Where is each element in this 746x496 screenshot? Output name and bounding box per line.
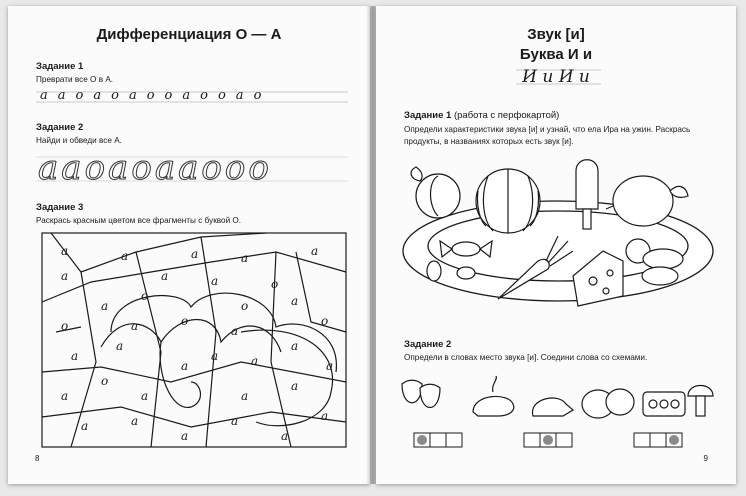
dotted-letters-row xyxy=(36,148,348,188)
task-1-label xyxy=(404,110,559,121)
task-2-label: Задание 2 xyxy=(36,122,84,133)
mosaic-letter: а xyxy=(141,389,149,403)
mosaic-letter: а xyxy=(211,349,219,363)
mosaic-letter: а xyxy=(251,354,259,368)
writing-line-1 xyxy=(36,89,348,105)
page-title: Дифференциация О — А xyxy=(96,26,282,43)
cursive-letters: И и И и xyxy=(522,67,590,87)
right-page xyxy=(376,6,736,484)
mosaic-letter: о xyxy=(321,314,329,328)
practice-letter[interactable]: а xyxy=(235,88,244,103)
traced-letter[interactable]: а xyxy=(38,148,59,188)
page-number: 9 xyxy=(703,454,708,463)
mosaic-letter: а xyxy=(291,339,299,353)
hedgehog-icon xyxy=(532,398,573,416)
page-title-sound: Звук [и] xyxy=(527,26,585,43)
mosaic-letter: о xyxy=(101,374,109,388)
practice-letter[interactable]: а xyxy=(40,88,48,103)
task-1-note: (работа с перфокартой) xyxy=(453,110,560,121)
task-1-text: Определи характеристики звука [и] и узнай, что ела Ира на ужин. Раскрась продукты, в названиях которых есть звук [и]. xyxy=(404,125,691,146)
task-1-text: Преврати все О в А. xyxy=(36,75,114,84)
practice-letter[interactable]: а xyxy=(57,88,66,103)
traced-letter[interactable]: а xyxy=(108,148,129,188)
cursive-sample xyxy=(376,66,736,88)
mosaic-letter: а xyxy=(211,274,219,288)
mosaic-letter: а xyxy=(71,349,79,363)
plum-icon xyxy=(582,389,634,418)
food-platter[interactable] xyxy=(398,151,718,311)
egg-tray-icon xyxy=(643,392,685,416)
mosaic-letter: о xyxy=(271,277,279,291)
mosaic-letter: а xyxy=(116,339,124,353)
practice-letter[interactable]: о xyxy=(200,88,208,103)
mosaic-letter: а xyxy=(161,269,169,283)
mosaic-letter: а xyxy=(241,389,249,403)
mosaic-letter: а xyxy=(61,269,69,283)
mosaic-letter: а xyxy=(181,429,189,443)
traced-letter[interactable]: а xyxy=(154,148,176,188)
mosaic-letter: а xyxy=(311,244,319,258)
mosaic-letter: а xyxy=(326,359,334,373)
traced-letter[interactable]: о xyxy=(84,148,106,188)
traced-letter[interactable]: о xyxy=(201,148,222,188)
traced-letter[interactable]: о xyxy=(131,148,152,188)
mosaic-letter: о xyxy=(241,299,249,313)
task-3-label: Задание 3 xyxy=(36,202,84,213)
task-2-label: Задание 2 xyxy=(404,339,452,350)
mosaic-letter: о xyxy=(181,314,189,328)
mosaic-letter: а xyxy=(81,419,89,433)
mosaic-letter: а xyxy=(241,251,249,265)
practice-letter[interactable]: о xyxy=(217,88,226,103)
practice-letter[interactable]: а xyxy=(182,88,191,103)
mosaic-letter: а xyxy=(131,414,139,428)
mosaic-letter: а xyxy=(231,324,239,338)
mushroom-icon xyxy=(688,386,713,417)
mosaic-letter: а xyxy=(61,389,69,403)
mosaic-letter: а xyxy=(281,429,289,443)
mosaic-letter: а xyxy=(321,409,329,423)
peach-icon xyxy=(411,167,460,218)
mosaic-letter: а xyxy=(231,414,239,428)
mosaic-letter: а xyxy=(101,299,109,313)
mosaic-letter: а xyxy=(61,244,69,258)
task-3-text: Раскрась красным цветом все фрагменты с буквой О. xyxy=(36,216,242,225)
mosaic-letter: а xyxy=(291,294,299,308)
page-number: 8 xyxy=(35,454,40,463)
page-title-letter: Буква И и xyxy=(519,46,593,63)
masks-icon xyxy=(402,380,440,407)
mosaic-letter: о xyxy=(141,289,149,303)
sound-schemes[interactable] xyxy=(406,432,716,448)
mosaic-letter: а xyxy=(291,379,299,393)
traced-letter[interactable]: о xyxy=(248,148,269,188)
task-1-label-text: Задание 1 xyxy=(404,110,452,121)
practice-letter[interactable]: о xyxy=(111,88,119,103)
task-2-text: Найди и обведи все А. xyxy=(36,136,122,145)
mosaic-letter: о xyxy=(61,319,69,333)
word-pictures xyxy=(398,374,718,424)
mosaic-picture[interactable] xyxy=(41,232,347,448)
practice-letter[interactable]: а xyxy=(128,88,137,103)
practice-letter[interactable]: о xyxy=(75,88,84,103)
practice-letter[interactable]: о xyxy=(164,88,173,103)
task-1-label: Задание 1 xyxy=(36,61,84,72)
practice-letter[interactable]: о xyxy=(253,88,262,103)
traced-letter[interactable]: а xyxy=(61,148,82,188)
mosaic-letter: а xyxy=(121,249,129,263)
practice-letter[interactable]: о xyxy=(146,88,155,103)
practice-letter[interactable]: а xyxy=(93,88,102,103)
task-2-text: Определи в словах место звука [и]. Соедини слова со схемами. xyxy=(404,353,648,362)
mosaic-letter: а xyxy=(191,247,199,261)
whale-icon xyxy=(473,376,514,416)
left-page xyxy=(8,6,370,484)
traced-letter[interactable]: а xyxy=(178,148,199,188)
watermelon-icon xyxy=(476,169,540,233)
mosaic-letter: а xyxy=(131,319,139,333)
traced-letter[interactable]: о xyxy=(224,148,246,188)
mosaic-letter: а xyxy=(181,359,189,373)
